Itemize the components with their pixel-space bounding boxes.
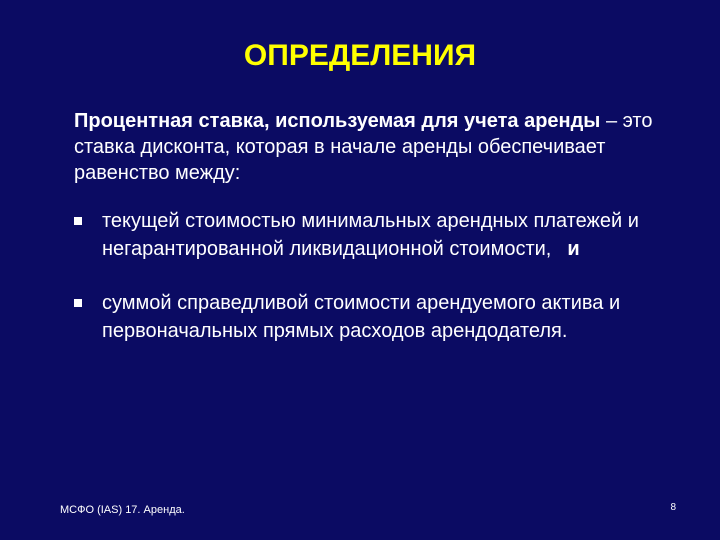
page-number: 8 — [670, 502, 676, 513]
footer-source: МСФО (IAS) 17. Аренда. — [60, 504, 185, 516]
defined-term: Процентная ставка, используемая для учета аренды — [74, 110, 601, 132]
square-bullet-icon — [74, 299, 82, 307]
definition-intro — [74, 108, 674, 186]
bullet-text: текущей стоимостью минимальных арендных платежей и негарантированной ликвидационной стоимости, — [102, 210, 639, 260]
definition-text: – это ставка дисконта, которая в начале аренды обеспечивает равенство между: — [74, 110, 653, 184]
slide-title: ОПРЕДЕЛЕНИЯ — [243, 39, 477, 72]
bullet-connector: и — [567, 238, 580, 260]
square-bullet-icon — [74, 217, 82, 225]
bullet-item — [74, 207, 684, 263]
bullet-text: суммой справедливой стоимости арендуемого актива и первоначальных прямых расходов арендодателя. — [102, 292, 621, 342]
bullet-item — [74, 289, 684, 345]
bullet-list — [74, 207, 684, 345]
